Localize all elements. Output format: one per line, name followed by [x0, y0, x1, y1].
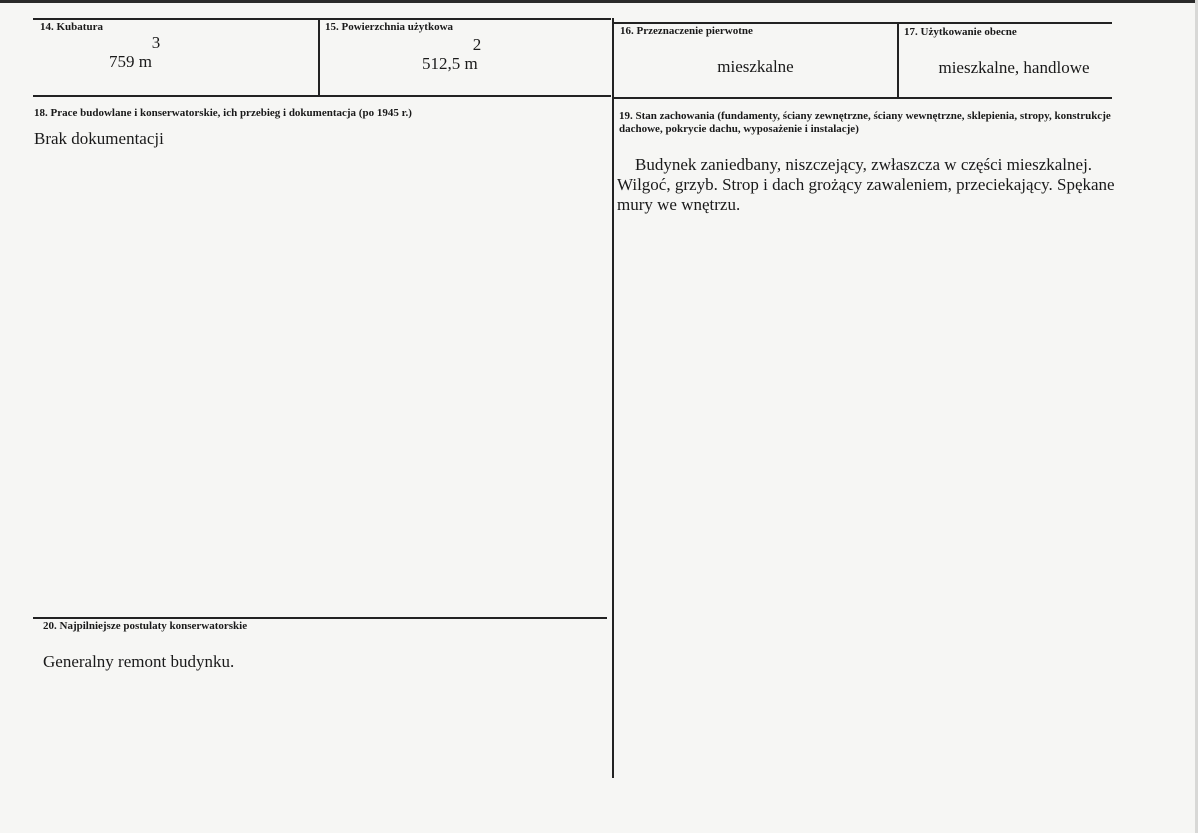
field-15-label: 15. Powierzchnia użytkowa — [325, 21, 454, 33]
divider-14-15 — [318, 18, 320, 96]
row1-bottom-rule-right — [614, 97, 1112, 99]
field-20-top-rule — [33, 617, 607, 619]
field-20-value: Generalny remont budynku. — [43, 652, 235, 671]
top-rule-left — [33, 18, 611, 20]
field-14-label: 14. Kubatura — [40, 21, 103, 33]
field-18-label: 18. Prace budowlane i konserwatorskie, ich przebieg i dokumentacja (po 1945 r.) — [34, 107, 412, 119]
page-edge-top — [0, 0, 1198, 3]
main-column-divider — [612, 18, 614, 778]
field-17-label: 17. Użytkowanie obecne — [904, 26, 1017, 38]
field-15-value: 512,5 m — [422, 54, 478, 73]
field-19-value: Budynek zaniedbany, niszczejący, zwłaszcza w części mieszkalnej. Wilgoć, grzyb. Strop i dach grożący zawaleniem, przeciekający. Spękane mury we wnętrzu. — [617, 155, 1115, 214]
field-18-value: Brak dokumentacji — [34, 129, 164, 148]
row1-bottom-rule-left — [33, 95, 611, 97]
field-17-value: mieszkalne, handlowe — [938, 58, 1090, 77]
field-16-value: mieszkalne — [717, 57, 794, 76]
field-15-superscript: 2 — [472, 35, 482, 54]
field-19-label: 19. Stan zachowania (fundamenty, ściany zewnętrzne, ściany wewnętrzne, sklepienia, stropy, konstrukcje dachowe, pokrycie dachu, wyposażenie i instalacje) — [619, 110, 1111, 135]
field-14-value: 759 m — [109, 52, 152, 71]
field-16-label: 16. Przeznaczenie pierwotne — [620, 25, 753, 37]
field-20-label: 20. Najpilniejsze postulaty konserwatorskie — [43, 620, 248, 632]
top-rule-right — [614, 22, 1112, 24]
field-14-superscript: 3 — [151, 33, 161, 52]
